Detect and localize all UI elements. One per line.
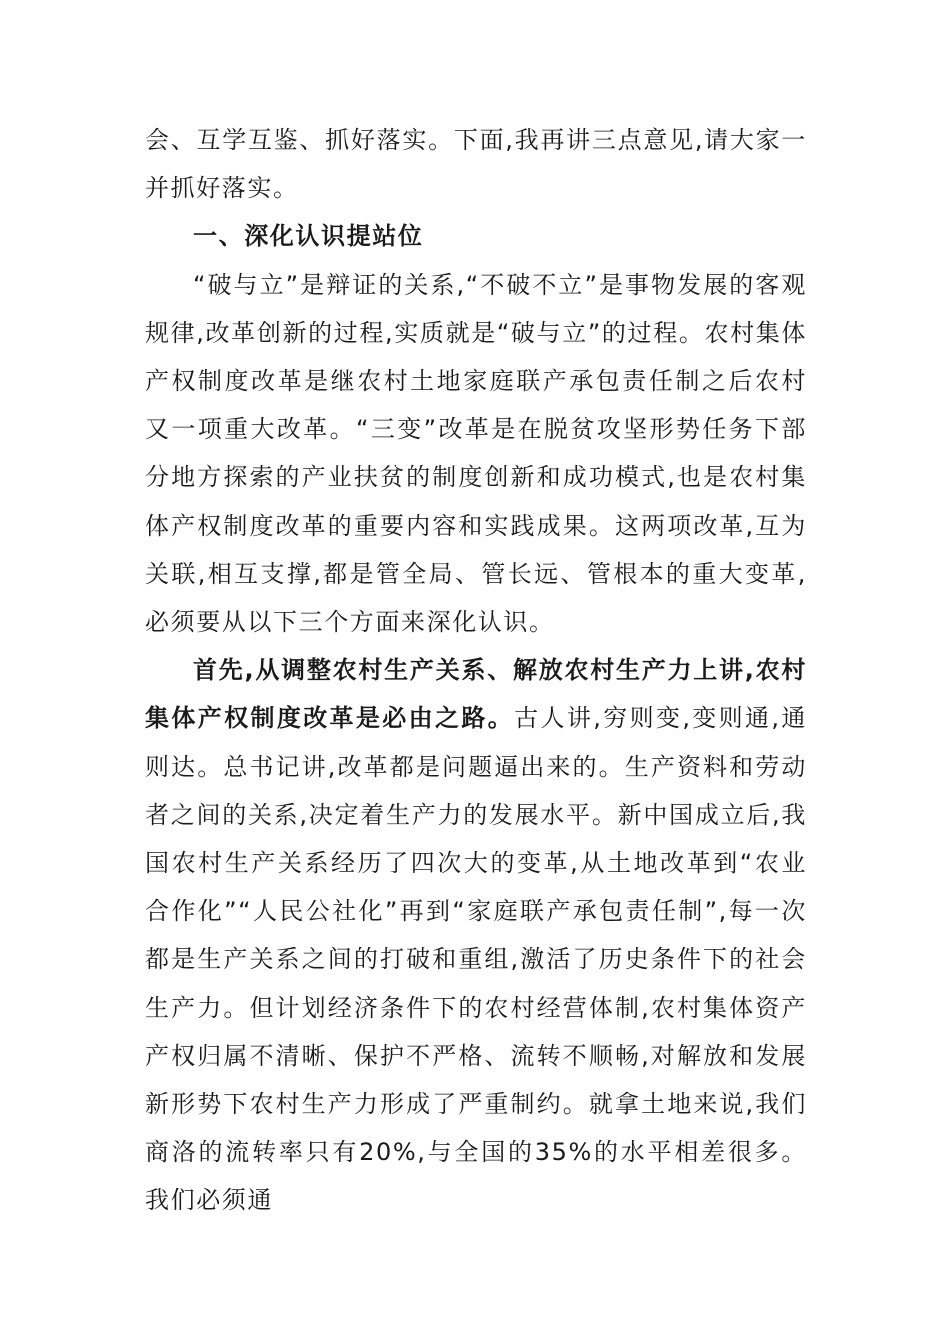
paragraph-2-lead: 首先,从调整农村生产关系、解放农村生产力上讲,农村集体产权制度改革是必由之路。 bbox=[145, 656, 807, 733]
continuation-paragraph: 会、互学互鉴、抓好落实。下面,我再讲三点意见,请大家一并抓好落实。 bbox=[145, 126, 807, 203]
paragraph-2-body: 古人讲,穷则变,变则通,通则达。总书记讲,改革都是问题逼出来的。生产资料和劳动者之间的关系,决定着生产力的发展水平。新中国成立后,我国农村生产关系经历了四次大的变革,从土地改革到“农业合作化”“人民公社化”再到“家庭联产承包责任制”,每一次都是生产关系之间的打破和重组,激活了历史条件下的社会生产力。但计划经济条件下的农村经营体制,农村集体资产产权归属不清晰、保护不严格、流转不顺畅,对解放和发展新形势下农村生产力形成了严重制约。就拿土地来说,我们商洛的流转率只有20%,与全国的35%的水平相差很多。我们必须通 bbox=[145, 704, 807, 1215]
section-heading: 一、深化认识提站位 bbox=[193, 222, 424, 251]
body-paragraph-2 bbox=[145, 646, 807, 1224]
body-paragraph-1: “破与立”是辩证的关系,“不破不立”是事物发展的客观规律,改革创新的过程,实质就是“破与立”的过程。农村集体产权制度改革是继农村土地家庭联产承包责任制之后农村又一项重大改革。“三变”改革是在脱贫攻坚形势任务下部分地方探索的产业扶贫的制度创新和成功模式,也是农村集体产权制度改革的重要内容和实践成果。这两项改革,互为关联,相互支撑,都是管全局、管长远、管根本的重大变革,必须要从以下三个方面来深化认识。 bbox=[145, 270, 807, 637]
document-body bbox=[145, 116, 807, 1225]
